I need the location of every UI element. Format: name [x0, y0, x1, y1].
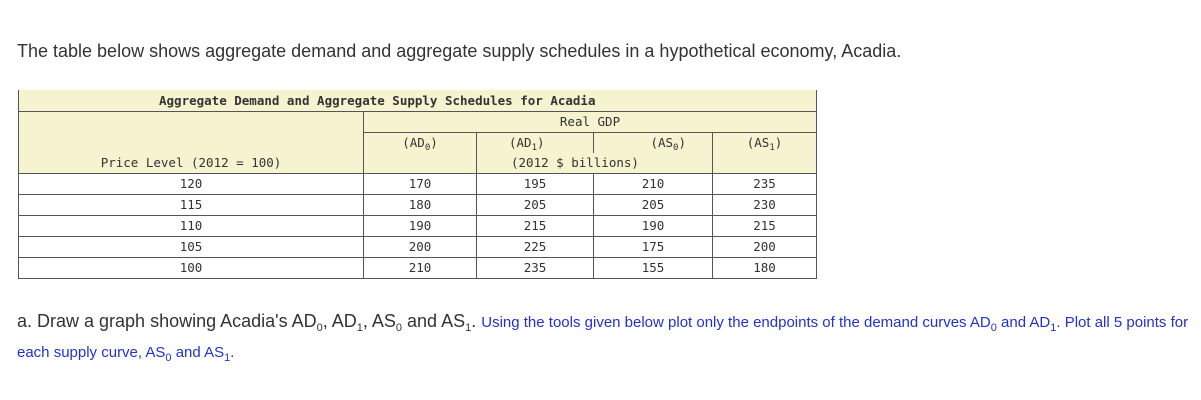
table-title-row [19, 90, 817, 112]
instruction-text: Using the tools given below plot only the endpoints of the demand curves $AD_0$ and $AD_1$. Plot all 5 points for each supply curve, $AS_0$ and $AS_1$. [17, 314, 1189, 364]
table-row: 110 190 215 190 215 [19, 216, 817, 237]
col-label-as0: $(AS_0)$ [594, 133, 713, 154]
table-row: 100 210 235 155 180 [19, 258, 817, 279]
col-label-as1: $(AS_1)$ [713, 133, 817, 154]
real-gdp-header: Real GDP [364, 112, 817, 133]
col-label-ad1: $(AD_1)$ [477, 133, 594, 154]
table-col-labels-row [19, 133, 817, 154]
table-row: 105 200 225 175 200 [19, 237, 817, 258]
table-group-header-row [19, 112, 817, 133]
table-units-row [19, 153, 817, 174]
table-row: 115 180 205 205 230 [19, 195, 817, 216]
table-row: 120 170 195 210 235 [19, 174, 817, 195]
table-title: Aggregate Demand and Aggregate Supply Schedules for Acadia [159, 92, 596, 108]
intro-text: The table below shows aggregate demand and aggregate supply schedules in a hypothetical economy, Acadia. [17, 41, 902, 61]
schedule-table [18, 90, 817, 279]
question-text: a. Draw a graph showing Acadia's $AD_0$, $AD_1$, $AS_0$ and $AS_1$. Using the tools given below plot only the endpoints of the demand curves $AD_0$ and $AD_1$. Plot all 5 points for each supply curve, $AS_0$ and $AS_1$. [17, 311, 1189, 364]
price-level-header: Price Level (2012 = 100) [19, 153, 364, 174]
col-label-ad0: $(AD_0)$ [364, 133, 477, 154]
units-header: (2012 $ billions) [477, 153, 713, 174]
